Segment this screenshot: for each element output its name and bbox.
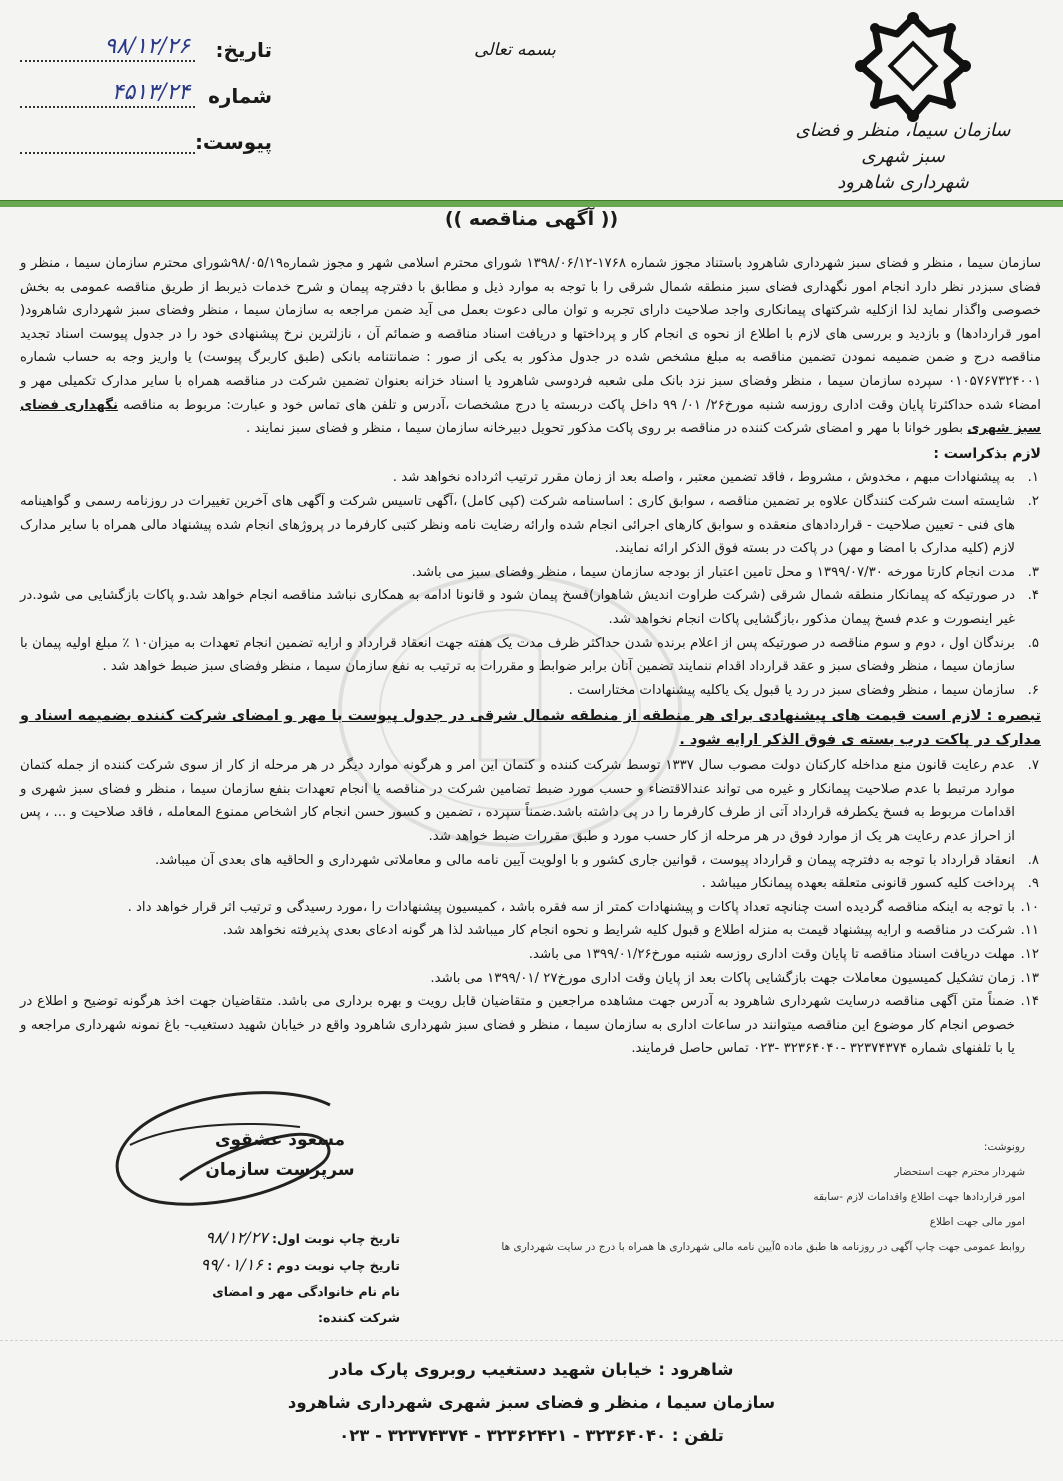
item-text: شرکت در مناقصه و ارایه پیشنهاد قیمت به منزله اطلاع و قبول کلیه شرایط و نحوه انجام کار میباشد لذا هر گونه ادعای بعدی پذیرفته نخواهد شد.: [222, 923, 1015, 939]
signer-label: نام نام خانوادگی مهر و امضای شرکت کننده:: [212, 1284, 400, 1325]
item-text: مهلت دریافت اسناد مناقصه تا پایان وقت اداری روزسه شنبه مورخ۱۳۹۹/۰۱/۲۶ می باشد.: [528, 947, 1015, 963]
date-row: [20, 34, 280, 80]
list-item: [20, 466, 1041, 490]
number-dotted-line: [20, 106, 195, 108]
item-number: ۱۰.: [1020, 899, 1039, 915]
item-text: به پیشنهادات مبهم ، مخدوش ، مشروط ، فاقد تضمین معتبر ، واصله بعد از زمان مقرر ترتیب اثرداده نخواهد شد .: [392, 470, 1015, 486]
footer-phone: تلفن : ۳۲۳۶۴۰۴۰ - ۳۲۳۶۲۴۲۱ - ۳۲۳۷۴۳۷۴ - ۰۲۳: [339, 1426, 724, 1445]
document-title: (( آگهی مناقصه )): [444, 208, 619, 230]
list-item: [20, 872, 1041, 896]
org-line2: شهرداری شاهرود: [837, 172, 969, 193]
cc-line: روابط عمومی جهت چاپ آگهی در روزنامه ها طبق ماده ۵آیین نامه مالی شهرداری ها همراه با درج در سایت شهرداری ها: [501, 1241, 1025, 1253]
carbon-copy-list: [480, 1135, 1025, 1260]
intro-part2: بطور خوانا با مهر و امضای شرکت کننده در مناقصه بر روی پاکت مذکور تحویل دبیرخانه سازمان سیما ، منظر و فضای سبز نمایند .: [246, 421, 964, 437]
cc-line: امور قراردادها جهت اطلاع واقدامات لازم -سابقه: [813, 1191, 1025, 1203]
conditions-list-a: [20, 466, 1041, 702]
organization-name: [783, 118, 1023, 196]
item-text: برندگان اول ، دوم و سوم مناقصه در صورتیکه پس از اعلام برنده شدن حداکثر ظرف مدت یک هفته جهت انعقاد قرارداد و ارایه تضمین انجام تعهدات به میزان۱۰ ٪ مبلغ اولیه پیمان با سازمان سیما ، منظر وفضای سبز و عقد قرارداد اقدام ننمایند تضمین آنان برابر ضوابط و مقررات به ترتیب به نفع سازمان سیما ، منظر وفضای سبز ضبط خواهد شد .: [20, 635, 1015, 675]
cc-line: شهردار محترم جهت استحضار: [894, 1166, 1025, 1178]
list-item: [20, 584, 1041, 631]
list-item: [20, 490, 1041, 561]
signer-name: مسعود عشقوی: [214, 1130, 346, 1150]
attachment-label: پیوست:: [194, 130, 272, 154]
footer-address: شاهرود : خیابان شهید دستغیب روبروی پارک مادر: [329, 1360, 734, 1379]
announcement-body: [20, 252, 1041, 1061]
footer: [0, 1353, 1063, 1452]
header-divider: [0, 200, 1063, 207]
cc-line: امور مالی جهت اطلاع: [929, 1216, 1025, 1228]
date-label: تاریخ:: [215, 38, 272, 62]
second-print-row: [180, 1252, 400, 1279]
date-value: ۹۸/۱۲/۲۶: [104, 34, 190, 59]
first-print-row: [180, 1225, 400, 1252]
item-text: مدت انجام کارتا مورخه ۱۳۹۹/۰۷/۳۰ و محل تامین اعتبار از بودجه سازمان سیما ، منظر وفضای سبز می باشد.: [411, 564, 1015, 580]
item-text: ضمناً متن آگهی مناقصه درسایت شهرداری شاهرود به آدرس جهت مشاهده مراجعین و متقاضیان قابل رویت و بهره برداری می باشد. متقاضیان جهت اخذ هرگونه توضیح و اطلاع در خصوص انجام کار موضوع این مناقصه میتوانند در ساعات اداری به سازمان سیما ، منظر و فضای سبز شهرداری شاهرود واقع در خیابان شهید دستغیب- باغ نمونه شهرداری مراجعه و یا با تلفنهای شماره ۳۲۳۷۴۳۷۴ -۳۲۳۶۴۰۴۰ -۰۲۳ تماس حاصل فرمایند.: [20, 994, 1015, 1057]
org-line1: سازمان سیما، منظر و فضای سبز شهری: [795, 120, 1011, 167]
footer-divider: [0, 1340, 1063, 1341]
cc-heading: رونوشت:: [983, 1141, 1025, 1153]
item-number: ۱۳.: [1020, 970, 1039, 986]
item-text: شایسته است شرکت کنندگان علاوه بر تضمین مناقصه ، سوابق کاری : اساسنامه شرکت (کپی کامل) ،آگهی تاسیس شرکت و آگهی های آخرین تغییرات در روزنامه رسمی و گواهینامه های فنی - تعیین صلاحیت - قراردادهای منعقده و سوابق کارهای اجرائی انجام شده وارائه رضایت نامه ونظر کتبی کارفرما در پروژهای انجام شده پیشنهاد مالی همراه با سایر مدارک لازم (کلیه مدارک با امضا و مهر) در پاکت در بسته فوق الذکر ارائه نمایند.: [20, 493, 1015, 557]
number-label: شماره: [208, 84, 272, 108]
item-number: ۵.: [1027, 635, 1039, 651]
intro-paragraph: [20, 252, 1041, 441]
intro-emphasis: نگهداری فضای سبز شهری: [20, 397, 1041, 437]
item-text: در صورتیکه که پیمانکار منطقه شمال شرقی (شرکت طراوت اندیش شاهوار)فسخ پیمان شود و قانونا ادامه به همکاری نباشد مناقصه انجام خواهد شد.و پاکات بازگشایی می شود.در غیر اینصورت و عدم فسخ پیمان مذکور ،بازگشایی پاکات انجام نخواهد شد.: [20, 588, 1015, 627]
list-item: [20, 561, 1041, 585]
item-text: سازمان سیما ، منظر وفضای سبز در رد یا قبول یک یاکلیه پیشنهادات مختاراست .: [568, 682, 1015, 698]
footer-org: سازمان سیما ، منظر و فضای سبز شهری شهرداری شاهرود: [287, 1393, 776, 1412]
item-number: ۶.: [1027, 682, 1039, 698]
item-number: ۲.: [1027, 493, 1039, 509]
municipality-logo-icon: [833, 10, 993, 130]
item-number: ۴.: [1027, 588, 1039, 604]
list-item: [20, 896, 1041, 920]
section-heading: لازم بذکراست :: [933, 445, 1041, 462]
number-value: ۴۵۱۳/۲۴: [111, 80, 190, 105]
item-text: پرداخت کلیه کسور قانونی متعلقه بعهده پیمانکار میباشد .: [701, 876, 1015, 892]
item-text: با توجه به اینکه مناقصه گردیده است چنانچه تعداد پاکات و پیشنهادات کمتر از سه فقره باشد ، کمیسیون پیشنهادات را ،مورد رسیدگی و ترتیب اثر قرار خواهد داد .: [127, 899, 1015, 915]
attachment-row: [20, 126, 280, 172]
item-number: ۸.: [1027, 852, 1039, 868]
list-item: [20, 679, 1041, 703]
item-number: ۱۲.: [1020, 947, 1039, 963]
letter-meta: [20, 34, 280, 172]
item-number: ۹.: [1027, 876, 1039, 892]
note-paragraph: تبصره : لازم است قیمت های پیشنهادی برای هر منطقه از منطقه شمال شرقی در جدول پیوست با مهر و امضای شرکت کننده بضمیمه اسناد و مدارک در پاکت درب بسته ی فوق الذکر ارایه شود .: [20, 708, 1041, 749]
item-number: ۱۴.: [1020, 994, 1039, 1010]
second-print-label: تاریخ چاپ نوبت دوم :: [267, 1258, 400, 1273]
first-print-value: ۹۸/۱۲/۲۷: [205, 1228, 268, 1247]
number-row: [20, 80, 280, 126]
item-text: زمان تشکیل کمیسیون معاملات جهت بازگشایی پاکات بعد از پایان وقت اداری مورخ۲۷ /۱۳۹۹/۰۱ می باشد.: [430, 970, 1015, 986]
list-item: [20, 632, 1041, 679]
list-item: [20, 967, 1041, 991]
intro-part1: سازمان سیما ، منظر و فضای سبز شهرداری شاهرود باستناد مجوز شماره ۱۷۶۸-۱۳۹۸/۰۶/۱۲ شورای محترم اسلامی شهر و مجوز شماره۹۸/۰۵/۱۹شورای محترم سازمان سیما ، منظر و فضای سبزدر نظر دارد انجام امور نگهداری فضای سبز منطقه شمال شرقی را با توجه به موارد ذیل و مطابق با دفترچه پیمان و شرح خدمات ذیربط از طریق مناقصه عمومی به بخش خصوصی واگذار نماید لذا ازکلیه شرکتهای پیمانکاری واجد صلاحیت دارای تجربه و توان مالی دعوت بعمل می آید ضمن مراجعه به سازمان سیما ، منظر وفضای سبز شهرداری شاهرود( امور قراردادها) و بازدید و بررسی های لازم با اطلاع از نحوه ی انجام کار و پرداختها و دریافت اسناد مناقصه و ضمائم آن ، نازلترین نرخ پیشنهادی خود را در جدول پیوست اسناد تجدید مناقصه درج و ضمن ضمیمه نمودن تضمین مناقصه به مبلغ مشخص شده در جدول مذکور به یکی از صور : ضمانتنامه بانکی (طبق کاربرگ پیوست) یا واریز وجه به حساب شماره ۰۱۰۵۷۶۷۳۲۴۰۰۱ سپرده سازمان سیما ، منظر وفضای سبز نزد بانک ملی شعبه فردوسی شاهرود یا اسناد خزانه بعنوان تضمین شرکت در مناقصه همراه با سایر مدارک تکمیلی مهر و امضاء شده حداکثرتا پایان وقت اداری روزسه شنبه مورخ۲۶/ ۰۱/ ۹۹ داخل پاکت دربسته یا درج مشخصات ،آدرس و تلفن های تماس خود و عبارت: مربوط به مناقصه: [20, 256, 1042, 413]
conditions-list-b: [20, 754, 1041, 1061]
item-text: عدم رعایت قانون منع مداخله کارکنان دولت مصوب سال ۱۳۳۷ توسط شرکت کننده و کتمان این امر و هرگونه موارد دیگر در هر مرحله از کار از سوی شرکت کننده از جمله کتمان موارد مرتبط با عدم صلاحیت پیمانکار و غیره می تواند عندالاقتضاء و حسب مورد ضبط تضامین شرکت در مناقصه یا انجام تعهدات بنفع سازمان سیما ، منظر و فضای سبز شهری و اقدامات مربوط به فسخ یکطرفه قرارداد آتی از طرف کارفرما را در پی داشته باشد.ضمناً سپرده ، تضمین و کسور حسن انجام کار اشخاص ممنوع المعامله ، فاقد صلاحیت و ... ، پس از احراز عدم رعایت هر یک از موارد فوق در هر مرحله از کار حسب مورد و طبق مقررات ضبط خواهد شد.: [20, 758, 1015, 845]
list-item: [20, 990, 1041, 1061]
item-number: ۳.: [1027, 564, 1039, 580]
bismillah-heading: بسمه تعالی: [474, 40, 556, 60]
list-item: [20, 943, 1041, 967]
first-print-label: تاریخ چاپ نوبت اول:: [272, 1231, 400, 1246]
list-item: [20, 754, 1041, 848]
second-print-value: ۹۹/۰۱/۱۶: [200, 1255, 263, 1274]
signer-title: سرپرست سازمان: [205, 1160, 355, 1180]
print-dates: [180, 1225, 400, 1331]
date-dotted-line: [20, 60, 195, 62]
item-text: انعقاد قرارداد با توجه به دفترچه پیمان و قرارداد پیوست ، قوانین جاری کشور و با اولویت آیین نامه مالی و معاملاتی شهرداری و الحاقیه های بعدی آن میباشد.: [154, 852, 1015, 868]
item-number: ۱.: [1027, 470, 1039, 486]
attachment-dotted-line: [20, 152, 195, 154]
list-item: [20, 849, 1041, 873]
item-number: ۷.: [1027, 758, 1039, 774]
item-number: ۱۱.: [1020, 923, 1039, 939]
list-item: [20, 919, 1041, 943]
